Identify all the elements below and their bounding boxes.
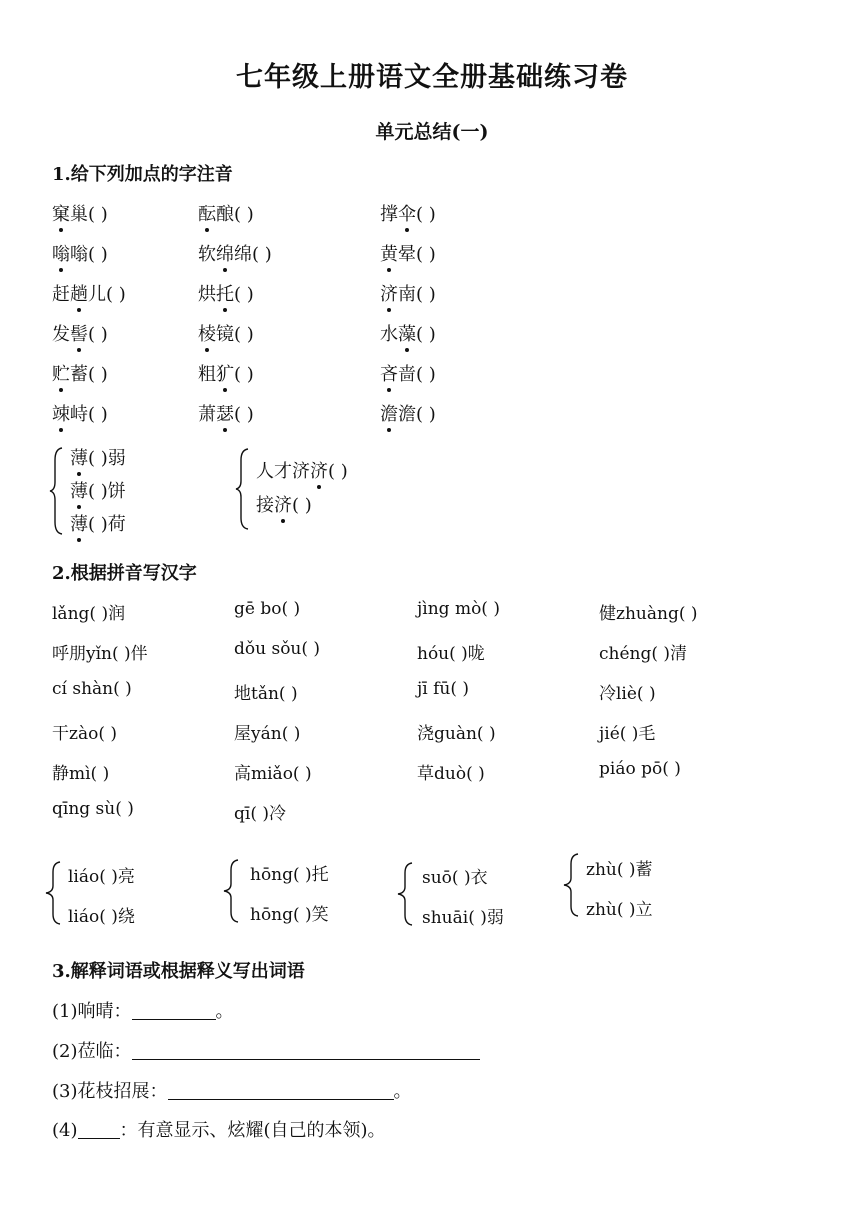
- hanzi-item-r1c4: 健zhuàng( ): [599, 604, 698, 624]
- pinyin-item-r6c3: [380, 400, 436, 426]
- group-ji-item-1: [256, 457, 348, 483]
- pinyin-item-r5c3: [380, 360, 436, 386]
- def-item-4-label: (4): [52, 1120, 78, 1141]
- pinyin-item-r6c2: [198, 400, 254, 426]
- brace-zhu: [562, 852, 580, 918]
- word-suffix-blank: 啬( ): [398, 364, 436, 385]
- hanzi-item-r3c2: 地tǎn( ): [234, 684, 298, 704]
- hanzi-item-r5c4: piáo pō( ): [599, 759, 681, 779]
- brace-hong: [222, 858, 240, 924]
- word-prefix: 接: [256, 495, 274, 516]
- def-item-2-label: (2)莅临：: [52, 1041, 132, 1062]
- word-suffix-blank: ( ): [234, 284, 254, 305]
- dotted-char: 贮: [52, 360, 70, 386]
- pinyin-item-r2c3: [380, 240, 436, 266]
- word-suffix-blank: 镜( ): [216, 324, 254, 345]
- word-suffix-blank: ( )荷: [88, 514, 126, 535]
- def-item-1: [52, 997, 234, 1023]
- brace-ji: [234, 447, 250, 531]
- def-item-1-end: 。: [215, 1001, 234, 1022]
- word-suffix-blank: ( ): [88, 324, 108, 345]
- brace-suo: [396, 861, 414, 927]
- word-prefix: 人才济: [256, 461, 310, 482]
- word-prefix: 烘: [198, 284, 216, 305]
- word-prefix: 撑: [380, 204, 398, 225]
- hanzi-item-r1c2: gē bo( ): [234, 599, 301, 619]
- pinyin-item-r3c2: [198, 280, 254, 306]
- dotted-char: 绵: [216, 240, 234, 266]
- dotted-char: 托: [216, 280, 234, 306]
- homophone-group-2-item-1: hōng( )托: [250, 865, 329, 885]
- pinyin-item-r4c3: [380, 320, 436, 346]
- dotted-char: 伞: [398, 200, 416, 226]
- dotted-char: 济: [380, 280, 398, 306]
- word-suffix-blank: 澹( ): [398, 404, 436, 425]
- hanzi-item-r2c1: 呼朋yǐn( )伴: [52, 644, 148, 664]
- homophone-group-1-item-1: liáo( )亮: [68, 867, 135, 887]
- hanzi-item-r3c3: jī fū( ): [417, 679, 470, 699]
- word-suffix-blank: ( ): [234, 364, 254, 385]
- hanzi-item-r4c1: 干zào( ): [52, 724, 117, 744]
- hanzi-item-r3c1: cí shàn( ): [52, 679, 132, 699]
- homophone-group-3-item-1: suō( )衣: [422, 868, 488, 888]
- pinyin-item-r5c2: [198, 360, 254, 386]
- hanzi-item-r4c2: 屋yán( ): [234, 724, 301, 744]
- homophone-group-4-item-2: zhù( )立: [586, 900, 653, 920]
- word-suffix-blank: 酿( ): [216, 204, 254, 225]
- brace-bo: [48, 446, 64, 536]
- pinyin-item-r1c1: [52, 200, 108, 226]
- word-suffix-blank: 晕( ): [398, 244, 436, 265]
- word-suffix-blank: 嗡( ): [70, 244, 108, 265]
- def-item-1-label: (1)响晴：: [52, 1001, 132, 1022]
- pinyin-item-r2c1: [52, 240, 108, 266]
- word-prefix: 粗: [198, 364, 216, 385]
- homophone-group-2-item-2: hōng( )笑: [250, 905, 329, 925]
- dotted-char: 薄: [70, 444, 88, 470]
- def-item-4-end: ：有意显示、炫耀(自己的本领)。: [119, 1120, 386, 1141]
- dotted-char: 薄: [70, 477, 88, 503]
- pinyin-item-r1c2: [198, 200, 254, 226]
- word-suffix-blank: ( ): [292, 495, 312, 516]
- dotted-char: 瑟: [216, 400, 234, 426]
- word-suffix-blank: ( ): [328, 461, 348, 482]
- hanzi-item-r5c2: 高miǎo( ): [234, 764, 312, 784]
- page-title: 七年级上册语文全册基础练习卷: [236, 62, 628, 93]
- dotted-char: 吝: [380, 360, 398, 386]
- section-1-heading: 1.给下列加点的字注音: [52, 164, 233, 185]
- hanzi-item-r6c1: qīng sù( ): [52, 799, 134, 819]
- pinyin-item-r4c1: [52, 320, 108, 346]
- group-bo-item-1: [70, 444, 126, 470]
- group-bo-item-3: [70, 510, 126, 536]
- word-suffix-blank: ( ): [234, 404, 254, 425]
- word-suffix-blank: ( )饼: [88, 481, 126, 502]
- pinyin-item-r3c3: [380, 280, 436, 306]
- dotted-char: 犷: [216, 360, 234, 386]
- answer-blank-3[interactable]: [168, 1081, 394, 1100]
- word-prefix: 软: [198, 244, 216, 265]
- group-ji-item-2: [256, 491, 312, 517]
- word-suffix-blank: 峙( ): [70, 404, 108, 425]
- def-item-2: [52, 1037, 480, 1063]
- pinyin-item-r6c1: [52, 400, 108, 426]
- word-prefix: 赶: [52, 284, 70, 305]
- brace-liao: [44, 860, 62, 926]
- word-suffix-blank: 巢( ): [70, 204, 108, 225]
- section-2-heading: 2.根据拼音写汉字: [52, 563, 197, 584]
- section-3-heading: 3.解释词语或根据释义写出词语: [52, 961, 305, 982]
- def-item-3: [52, 1077, 412, 1103]
- homophone-group-1-item-2: liáo( )绕: [68, 907, 135, 927]
- answer-blank-2[interactable]: [132, 1041, 480, 1060]
- hanzi-item-r4c4: jié( )毛: [599, 724, 656, 744]
- word-suffix-blank: 南( ): [398, 284, 436, 305]
- word-suffix-blank: ( ): [416, 324, 436, 345]
- hanzi-item-r3c4: 冷liè( ): [599, 684, 656, 704]
- word-prefix: 水: [380, 324, 398, 345]
- group-bo-item-2: [70, 477, 126, 503]
- word-suffix-blank: ( )弱: [88, 448, 126, 469]
- page-subtitle: 单元总结(一): [375, 121, 489, 143]
- dotted-char: 济: [310, 457, 328, 483]
- pinyin-item-r3c1: [52, 280, 126, 306]
- hanzi-item-r1c3: jìng mò( ): [417, 599, 500, 619]
- hanzi-item-r2c3: hóu( )咙: [417, 644, 485, 664]
- answer-blank-4[interactable]: [78, 1120, 120, 1139]
- pinyin-item-r4c2: [198, 320, 254, 346]
- dotted-char: 髻: [70, 320, 88, 346]
- hanzi-item-r2c4: chéng( )清: [599, 644, 688, 664]
- dotted-char: 嗡: [52, 240, 70, 266]
- dotted-char: 澹: [380, 400, 398, 426]
- dotted-char: 酝: [198, 200, 216, 226]
- word-prefix: 萧: [198, 404, 216, 425]
- word-suffix-blank: 蓄( ): [70, 364, 108, 385]
- word-suffix-blank: 绵( ): [234, 244, 272, 265]
- hanzi-item-r1c1: lǎng( )润: [52, 604, 126, 624]
- dotted-char: 棱: [198, 320, 216, 346]
- hanzi-item-r5c1: 静mì( ): [52, 764, 110, 784]
- dotted-char: 趟: [70, 280, 88, 306]
- dotted-char: 黄: [380, 240, 398, 266]
- homophone-group-3-item-2: shuāi( )弱: [422, 908, 504, 928]
- word-suffix-blank: ( ): [416, 204, 436, 225]
- dotted-char: 竦: [52, 400, 70, 426]
- hanzi-item-r5c3: 草duò( ): [417, 764, 485, 784]
- pinyin-item-r5c1: [52, 360, 108, 386]
- word-suffix-blank: 儿( ): [88, 284, 126, 305]
- word-prefix: 发: [52, 324, 70, 345]
- answer-blank-1[interactable]: [132, 1001, 216, 1020]
- homophone-group-4-item-1: zhù( )蓄: [586, 860, 653, 880]
- hanzi-item-r6c2: qī( )冷: [234, 804, 286, 824]
- dotted-char: 藻: [398, 320, 416, 346]
- pinyin-item-r1c3: [380, 200, 436, 226]
- pinyin-item-r2c2: [198, 240, 272, 266]
- dotted-char: 济: [274, 491, 292, 517]
- def-item-3-end: 。: [393, 1081, 412, 1102]
- hanzi-item-r4c3: 浇guàn( ): [417, 724, 496, 744]
- def-item-4: [52, 1116, 386, 1142]
- dotted-char: 薄: [70, 510, 88, 536]
- def-item-3-label: (3)花枝招展：: [52, 1081, 168, 1102]
- hanzi-item-r2c2: dǒu sǒu( ): [234, 639, 321, 659]
- dotted-char: 窠: [52, 200, 70, 226]
